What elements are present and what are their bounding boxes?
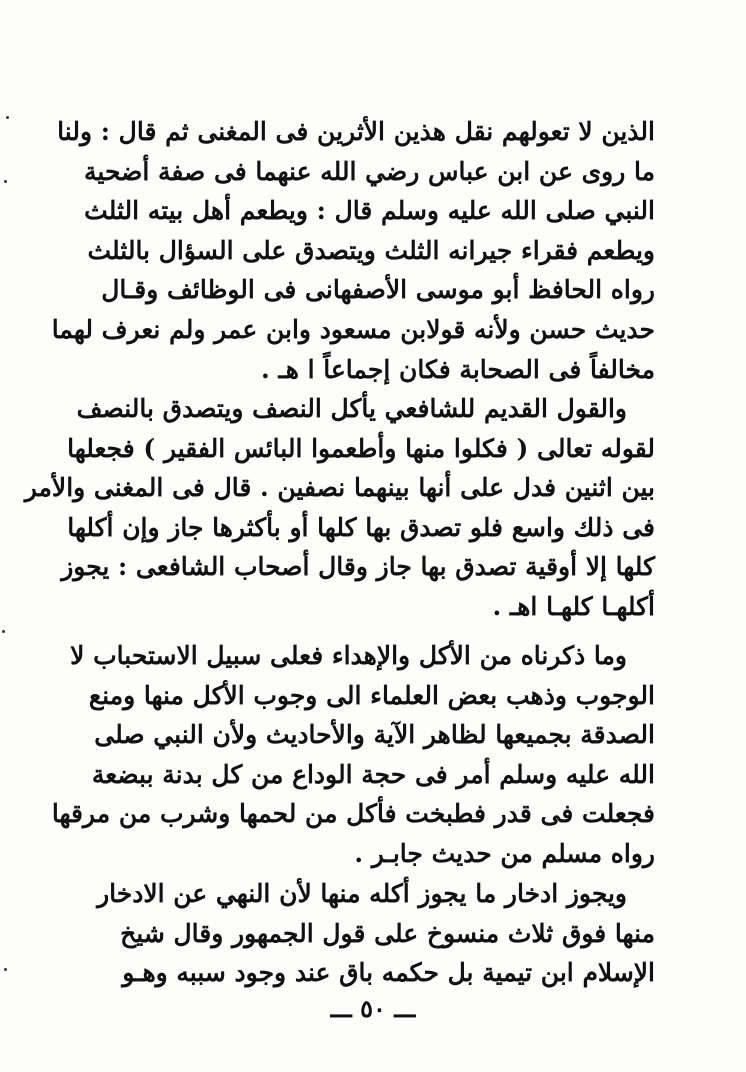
page-number: ـــ ٥٠ ـــ	[330, 994, 416, 1023]
text-line: النبي صلى الله عليه وسلم قال : ويطعم أهل بيته الثلث	[84, 196, 655, 226]
text-line: فجعلت فى قدر فطبخت فأكل من لحمها وشرب من مرقها	[51, 799, 655, 829]
text-line: كلها إلا أوقية تصدق بها جاز وقال أصحاب الشافعى : يجوز	[61, 552, 655, 582]
scan-speck	[2, 630, 5, 633]
text-line: ويجوز ادخار ما يجوز أكله منها لأن النهي عن الادخار	[97, 879, 627, 908]
text-line: أكلهـا كلهـا اهـ .	[492, 591, 655, 621]
text-line: لقوله تعالى ( فكلوا منها وأطعموا البائس الفقير ) فجعلها	[67, 433, 655, 463]
paragraph-1	[51, 112, 655, 389]
text-line: ويطعم فقراء جيرانه الثلث ويتصدق على السؤال بالثلث	[87, 235, 655, 265]
text-line: فى ذلك واسع فلو تصدق بها كلها أو بأكثرها جاز وإن أكلها	[67, 512, 655, 542]
text-line: الله عليه وسلم أمر فى حجة الوداع من كل بدنة ببضعة	[91, 759, 655, 789]
text-line: مخالفاً فى الصحابة فكان إجماعاً ا هـ .	[261, 354, 655, 384]
text-line: الوجوب وذهب بعض العلماء الى وجوب الأكل منها ومنع	[88, 680, 655, 710]
text-line: الإسلام ابن تيمية بل حكمه باق عند وجود سببه وهـو	[122, 958, 655, 988]
scan-speck	[6, 116, 9, 119]
paragraph-2	[24, 389, 655, 627]
text-line: حديث حسن ولأنه قولابن مسعود وابن عمر ولم نعرف لهما	[51, 314, 655, 344]
text-line: رواه الحافظ أبو موسى الأصفهانى فى الوظائف وقـال	[101, 275, 655, 305]
paragraph-3	[51, 636, 655, 874]
text-line: الصدقة بجميعها لظاهر الآية والأحاديث ولأن النبي صلى	[94, 720, 655, 750]
text-line: بين اثنين فدل على أنها بينهما نصفين . قال فى المغنى والأمر	[24, 473, 655, 503]
scan-speck	[4, 180, 7, 183]
text-line: الذين لا تعولهم نقل هذين الأثرين فى المغنى ثم قال : ولنا	[57, 117, 655, 146]
text-line: والقول القديم للشافعي يأكل النصف ويتصدق بالنصف	[76, 394, 627, 423]
text-line: ما روى عن ابن عباس رضي الله عنهما فى صفة أضحية	[84, 156, 655, 186]
paragraph-4	[97, 874, 655, 993]
text-line: منها فوق ثلاث منسوخ على قول الجمهور وقال شيخ	[120, 918, 655, 948]
text-line: رواه مسلم من حديث جابـر .	[354, 838, 655, 868]
scan-speck	[4, 968, 7, 971]
text-line: وما ذكرناه من الأكل والإهداء فعلى سبيل الاستحباب لا	[70, 641, 627, 670]
